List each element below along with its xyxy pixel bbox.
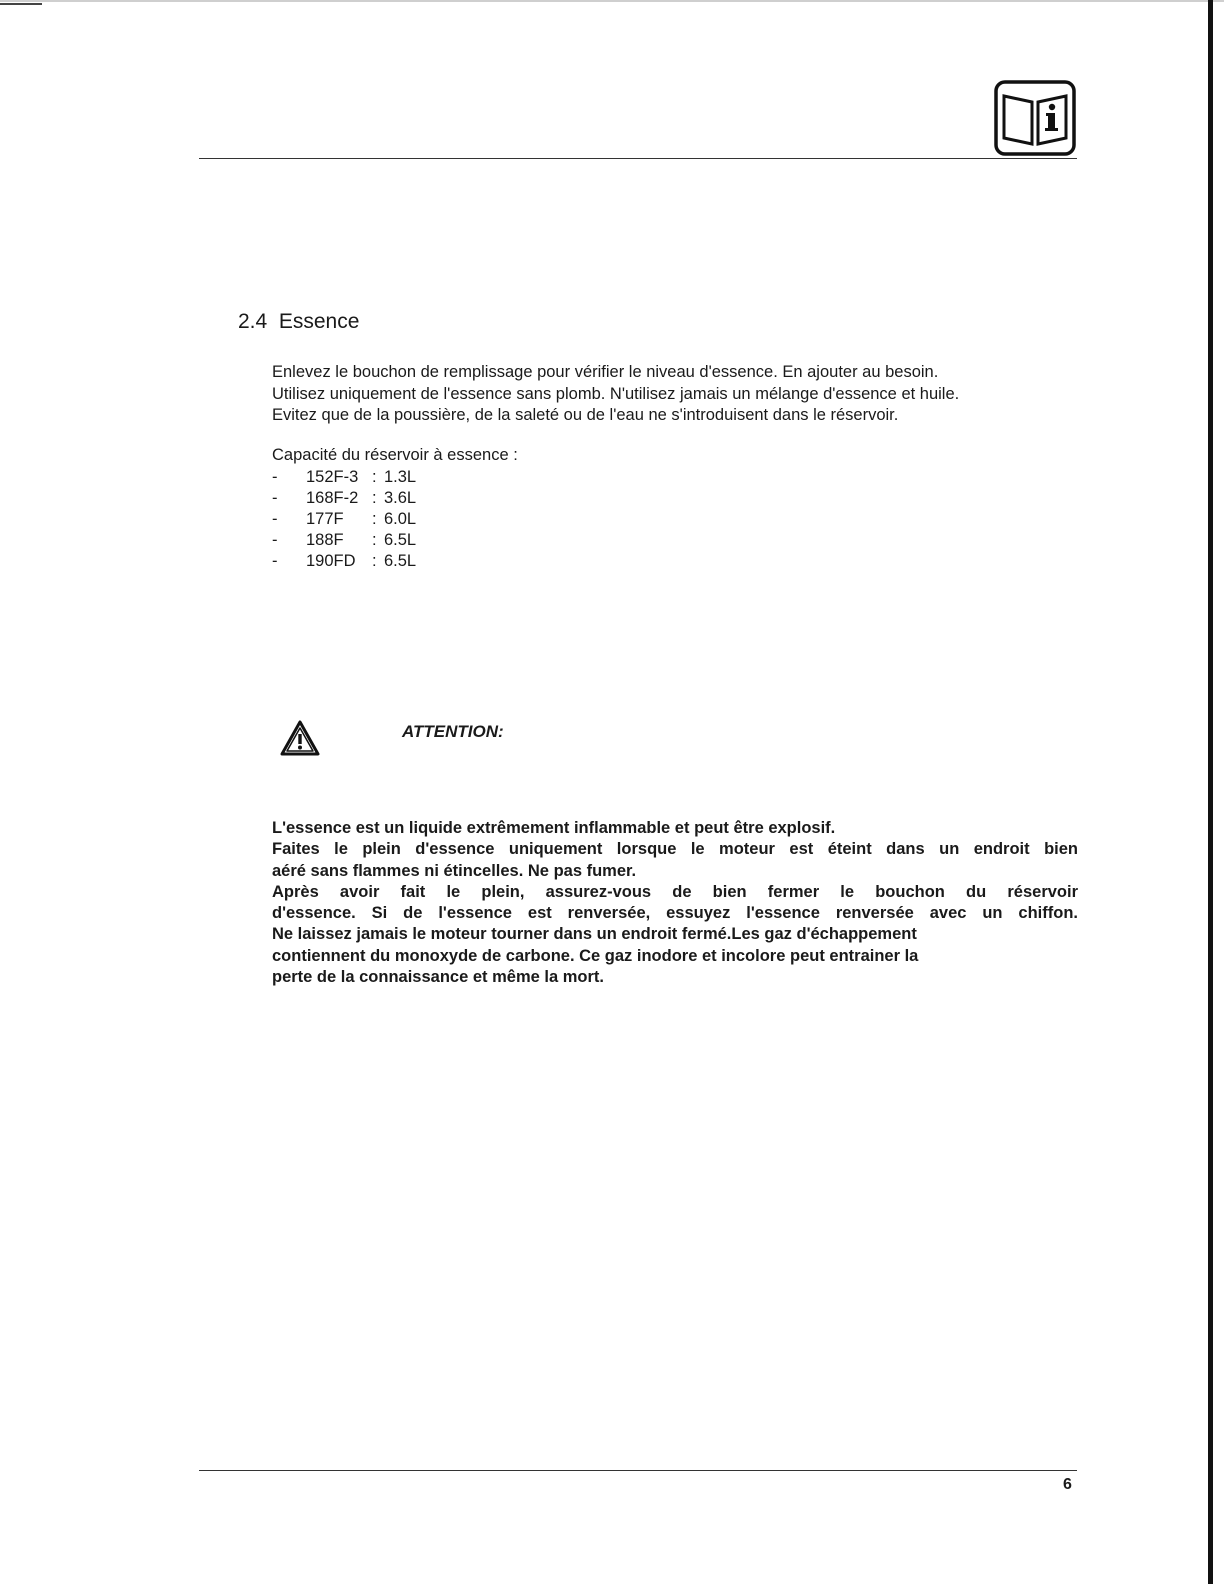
footer-rule bbox=[199, 1470, 1077, 1471]
warning-line: aéré sans flammes ni étincelles. Ne pas fumer. bbox=[272, 861, 637, 880]
list-dash: - bbox=[272, 531, 278, 549]
warning-line: Ne laissez jamais le moteur tourner dans un endroit fermé.Les gaz d'échappement bbox=[272, 925, 917, 944]
intro-line: Enlevez le bouchon de remplissage pour vérifier le niveau d'essence. En ajouter au besoin. bbox=[272, 363, 939, 381]
page-number: 6 bbox=[1063, 1476, 1072, 1493]
capacity-value: 6.0L bbox=[384, 510, 417, 528]
scan-edge-right bbox=[1208, 0, 1213, 1584]
intro-line: Utilisez uniquement de l'essence sans plomb. N'utilisez jamais un mélange d'essence et huile. bbox=[272, 384, 960, 403]
manual-info-icon bbox=[994, 80, 1076, 156]
separator: : bbox=[372, 489, 377, 507]
list-dash: - bbox=[272, 468, 278, 486]
list-dash: - bbox=[272, 489, 278, 507]
separator: : bbox=[372, 510, 377, 528]
warning-line: L'essence est un liquide extrêmement inflammable et peut être explosif. bbox=[272, 819, 836, 837]
warning-text bbox=[272, 818, 1078, 988]
warning-line: perte de la connaissance et même la mort. bbox=[272, 968, 604, 987]
engine-model: 152F-3 bbox=[306, 468, 359, 486]
engine-model: 188F bbox=[306, 531, 344, 549]
engine-model: 177F bbox=[306, 510, 344, 528]
warning-line: d'essence. Si de l'essence est renversée, essuyez l'essence renversée avec un chiffon. bbox=[272, 904, 1078, 923]
list-dash: - bbox=[272, 552, 278, 570]
section-title bbox=[238, 310, 359, 334]
warning-triangle-icon bbox=[279, 719, 321, 757]
capacity-value: 1.3L bbox=[384, 468, 417, 486]
intro-paragraph bbox=[272, 362, 959, 427]
capacity-item bbox=[272, 530, 416, 551]
capacity-list bbox=[272, 467, 416, 572]
engine-model: 190FD bbox=[306, 552, 356, 570]
capacity-value: 3.6L bbox=[384, 489, 417, 507]
capacity-item bbox=[272, 509, 416, 530]
list-dash: - bbox=[272, 510, 278, 528]
capacity-item bbox=[272, 488, 416, 509]
intro-line: Evitez que de la poussière, de la saleté ou de l'eau ne s'introduisent dans le réservoir. bbox=[272, 406, 899, 424]
separator: : bbox=[372, 552, 377, 570]
scan-mark bbox=[0, 3, 42, 5]
capacity-item bbox=[272, 467, 416, 488]
capacity-value: 6.5L bbox=[384, 552, 417, 570]
separator: : bbox=[372, 468, 377, 486]
separator: : bbox=[372, 531, 377, 549]
capacity-title: Capacité du réservoir à essence : bbox=[272, 446, 518, 464]
engine-model: 168F-2 bbox=[306, 489, 359, 507]
warning-line: contiennent du monoxyde de carbone. Ce gaz inodore et incolore peut entrainer la bbox=[272, 946, 919, 965]
scan-edge-top bbox=[0, 0, 1224, 2]
attention-heading: ATTENTION: bbox=[402, 722, 504, 741]
warning-line: Après avoir fait le plein, assurez-vous de bien fermer le bouchon du réservoir bbox=[272, 882, 1078, 901]
warning-line: Faites le plein d'essence uniquement lorsque le moteur est éteint dans un endroit bien bbox=[272, 840, 1078, 859]
capacity-item bbox=[272, 551, 416, 572]
section-number: 2.4 bbox=[238, 310, 268, 333]
section-title-text: Essence bbox=[278, 310, 360, 333]
capacity-value: 6.5L bbox=[384, 531, 417, 549]
header-rule bbox=[199, 158, 1077, 159]
